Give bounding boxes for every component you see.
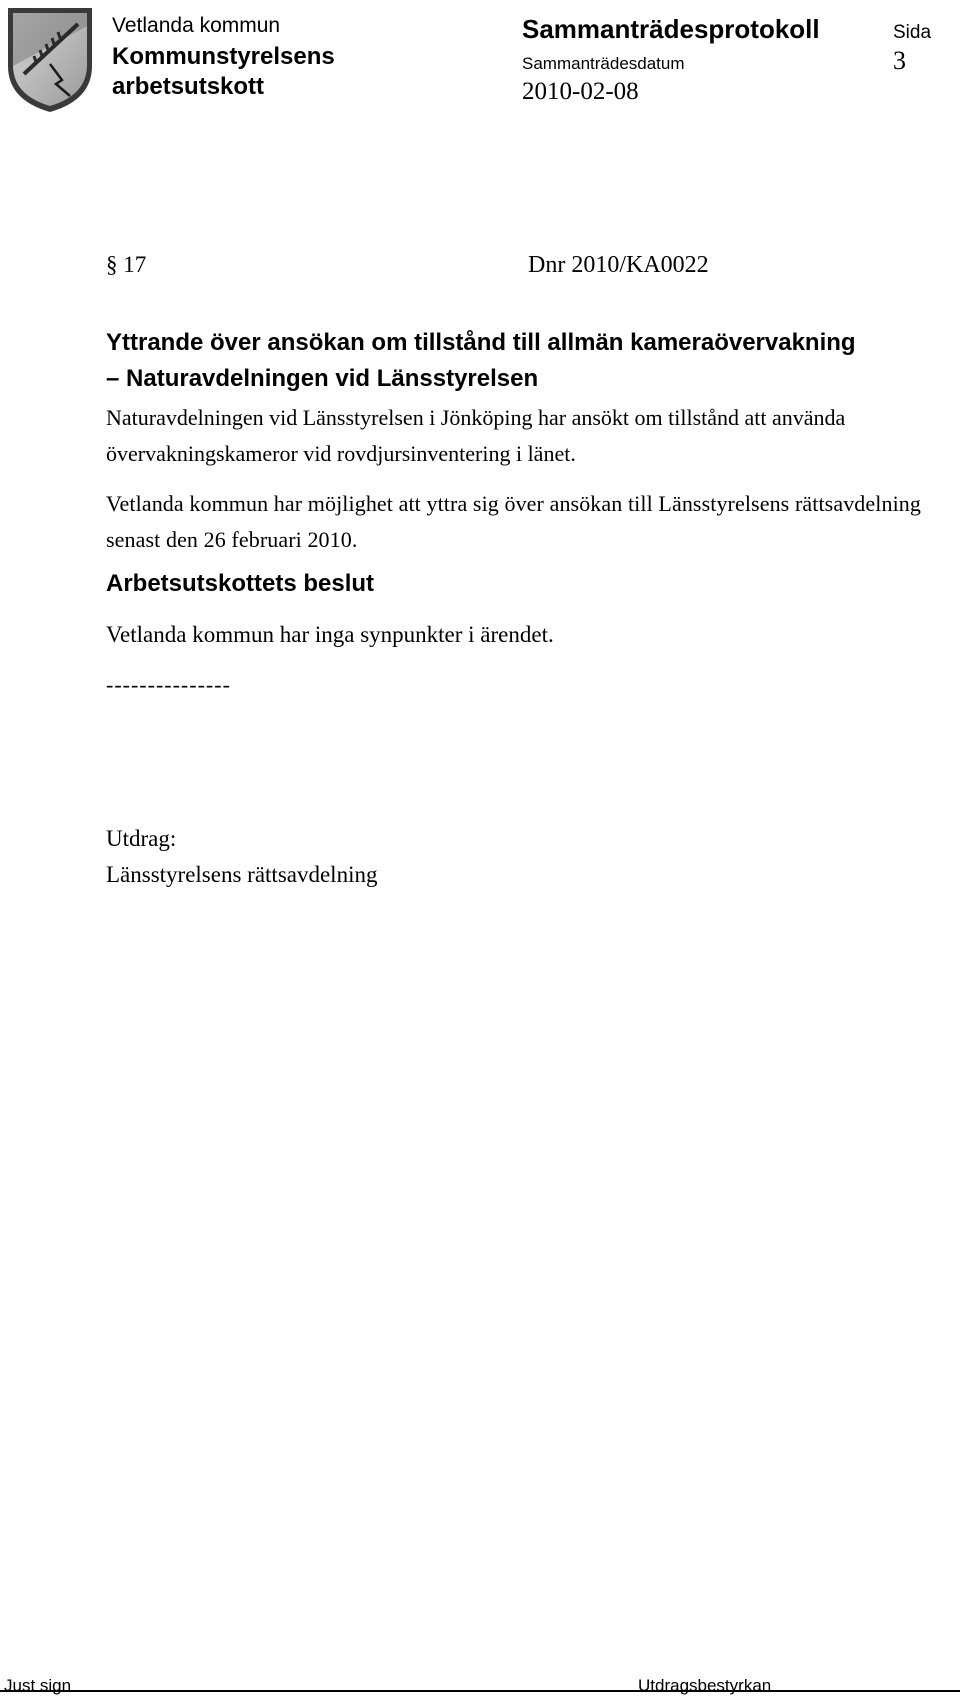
item-title xyxy=(106,325,946,397)
organization-department-line2: arbetsutskott xyxy=(112,73,265,100)
extract-label: Utdrag: xyxy=(106,826,177,851)
separator: --------------- xyxy=(106,672,231,697)
body-paragraph-2: Vetlanda kommun har möjlighet att yttra sig över ansökan till Länsstyrelsens rättsavdelning senast den 26 februari 2010. xyxy=(106,491,921,552)
footer-certification-label: Utdragsbestyrkan xyxy=(638,1676,772,1695)
organization-department xyxy=(112,42,335,102)
decision-heading: Arbetsutskottets beslut xyxy=(106,570,375,597)
page-number: 3 xyxy=(893,46,906,75)
organization-department-line1: Kommunstyrelsens xyxy=(112,43,335,70)
case-number: Dnr 2010/KA0022 xyxy=(528,252,709,278)
paragraph-number: 17 xyxy=(123,252,147,277)
footer-signature-label: Just sign xyxy=(4,1676,72,1695)
paragraph-symbol: § xyxy=(106,252,118,277)
page-label: Sida xyxy=(893,22,932,43)
meeting-date-label: Sammanträdesdatum xyxy=(522,54,685,73)
document-type: Sammanträdesprotokoll xyxy=(522,14,820,44)
extract-recipient: Länsstyrelsens rättsavdelning xyxy=(106,862,378,887)
decision-text: Vetlanda kommun har inga synpunkter i ärendet. xyxy=(106,622,554,647)
footer-divider xyxy=(0,1690,960,1692)
meeting-date: 2010-02-08 xyxy=(522,78,639,105)
body-paragraph-1: Naturavdelningen vid Länsstyrelsen i Jönköping har ansökt om tillstånd att använda övervakningskameror vid rovdjursinventering i länet. xyxy=(106,405,846,466)
paragraph-reference xyxy=(106,252,146,278)
municipal-coat-of-arms-icon xyxy=(4,4,96,116)
item-title-line1: Yttrande över ansökan om tillstånd till allmän kameraövervakning xyxy=(106,329,856,356)
item-title-line2: – Naturavdelningen vid Länsstyrelsen xyxy=(106,365,539,392)
organization-name: Vetlanda kommun xyxy=(112,14,281,37)
